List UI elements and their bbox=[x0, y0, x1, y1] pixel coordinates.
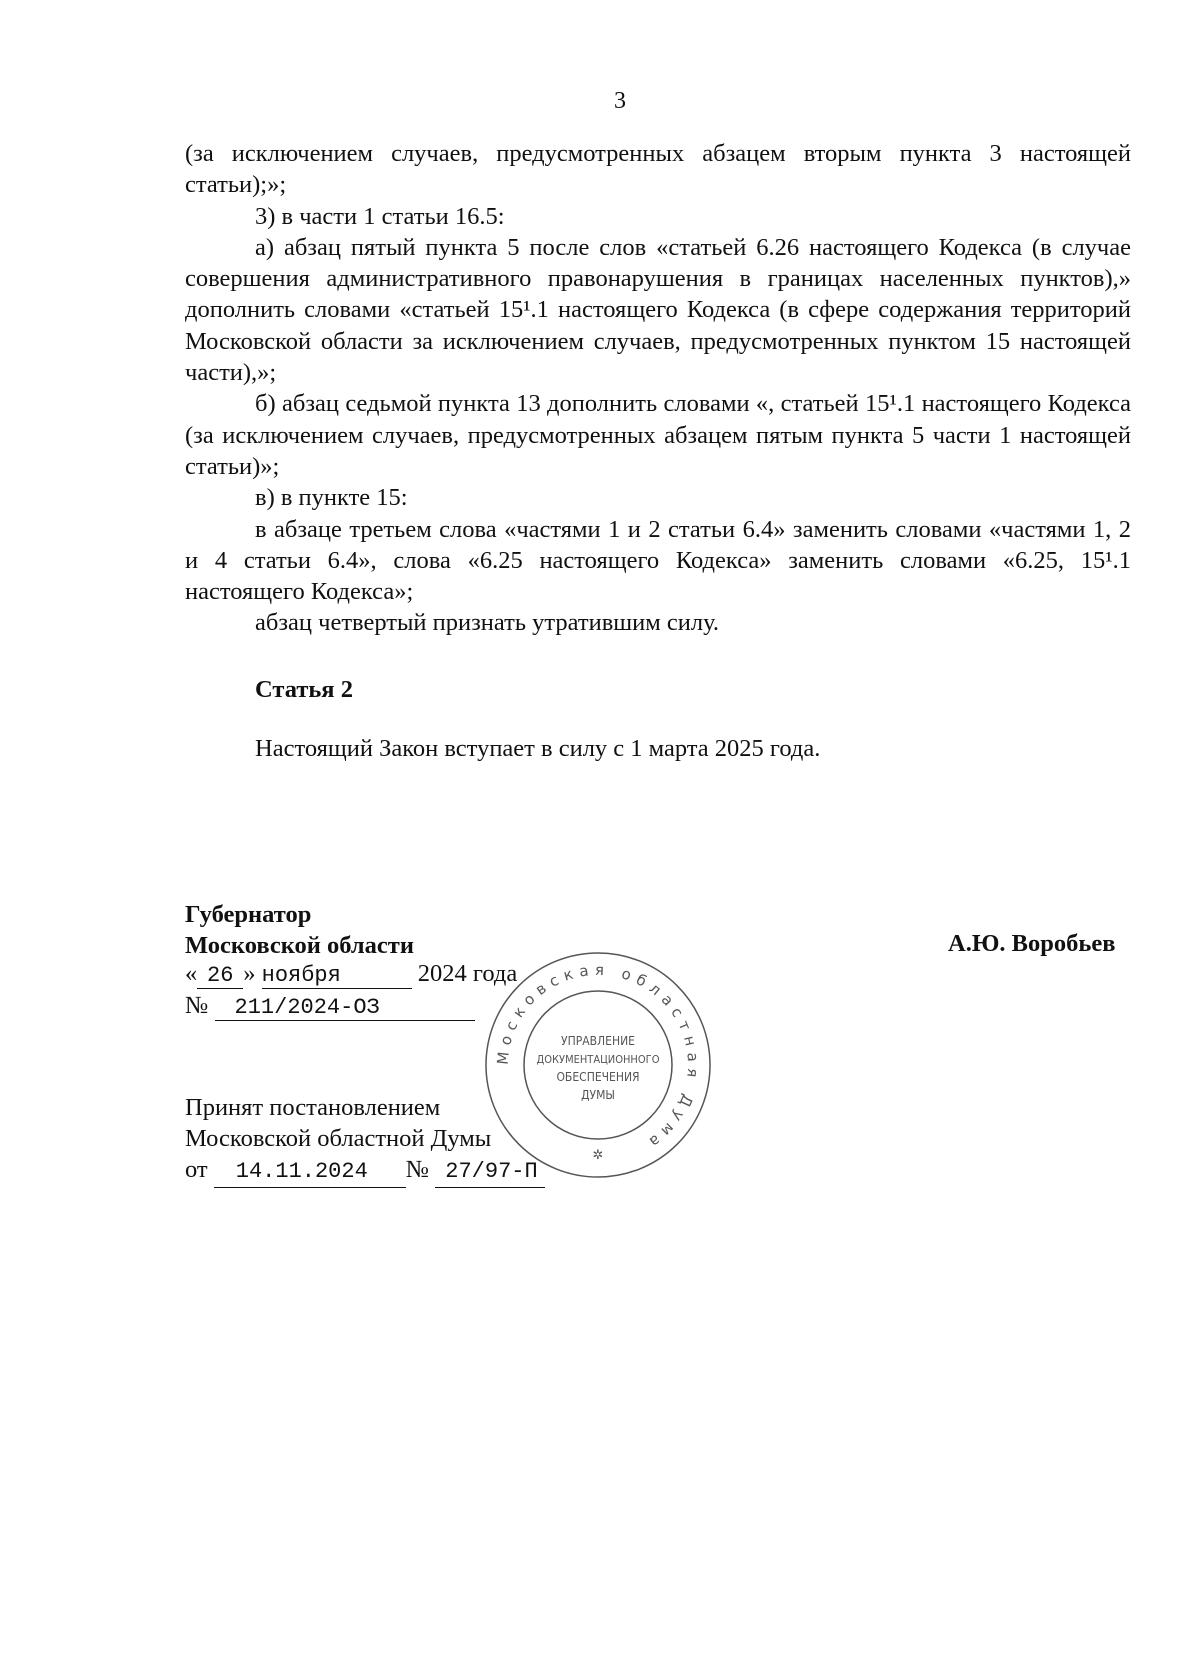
adopted-number-label: № bbox=[405, 1156, 430, 1183]
adopted-number: 27/97-П bbox=[435, 1156, 545, 1188]
adopted-from-label: от bbox=[185, 1156, 208, 1183]
signing-month: ноября bbox=[262, 963, 412, 989]
signing-year: 2024 года bbox=[417, 960, 518, 987]
article-2-text: Настоящий Закон вступает в силу с 1 марта 2025 года. bbox=[255, 735, 821, 762]
paragraph: абзац четвертый признать утратившим силу. bbox=[255, 609, 720, 637]
seal-center-line1: УПРАВЛЕНИЕ bbox=[561, 1034, 635, 1048]
seal-ring-text: Московская областная Дума bbox=[493, 960, 703, 1155]
paragraph: в абзаце третьем слова «частями 1 и 2 статьи 6.4» заменить словами «частями 1, 2 и 4 статьи 6.4», слова «6.25 настоящего Кодекса» заменить словами «6.25, 15¹.1 настоящего Кодекса»; bbox=[185, 515, 1131, 606]
official-seal bbox=[478, 945, 718, 1185]
paragraph: б) абзац седьмой пункта 13 дополнить словами «, статьей 15¹.1 настоящего Кодекса (за исключением случаев, предусмотренных абзацем пятым пункта 5 части 1 настоящей статьи)»; bbox=[185, 390, 1131, 480]
adopted-line1: Принят постановлением bbox=[185, 1094, 441, 1121]
adopted-date: 14.11.2024 bbox=[214, 1156, 406, 1188]
signing-day: 26 bbox=[197, 963, 243, 989]
adopted-line2: Московской областной Думы bbox=[185, 1125, 492, 1152]
page-number: 3 bbox=[614, 88, 626, 114]
paragraph: 3) в части 1 статьи 16.5: bbox=[255, 202, 505, 230]
quote-open: « bbox=[185, 960, 198, 987]
paragraph: а) абзац пятый пункта 5 после слов «статьей 6.26 настоящего Кодекса (в случае совершения административного правонарушения в границах населенных пунктов),» дополнить словами «статьей 15¹.1 настоящего Кодекса (в сфере содержания территорий Московской области за исключением случаев, предусмотренных пунктом 15 настоящей части),»; bbox=[185, 233, 1131, 387]
paragraph: в) в пункте 15: bbox=[255, 484, 408, 512]
amendment-text bbox=[185, 138, 1131, 639]
article-2-heading: Статья 2 bbox=[255, 676, 353, 703]
quote-close: » bbox=[243, 960, 256, 987]
signatory-title-line2: Московской области bbox=[185, 932, 414, 959]
law-number: 211/2024-ОЗ bbox=[215, 995, 475, 1021]
seal-center-line2: ДОКУМЕНТАЦИОННОГО bbox=[536, 1053, 660, 1066]
seal-center-line4: ДУМЫ bbox=[581, 1088, 615, 1102]
signatory-name: А.Ю. Воробьев bbox=[948, 930, 1116, 957]
law-number-label: № bbox=[185, 992, 209, 1019]
law-number-line bbox=[185, 992, 475, 1021]
signing-date bbox=[185, 960, 517, 989]
paragraph: (за исключением случаев, предусмотренных абзацем вторым пункта 3 настоящей статьи);»; bbox=[185, 140, 1131, 199]
seal-star-icon: ✲ bbox=[592, 1148, 604, 1163]
signatory-title bbox=[185, 899, 414, 961]
seal-center-line3: ОБЕСПЕЧЕНИЯ bbox=[556, 1070, 640, 1084]
signatory-title-line1: Губернатор bbox=[185, 901, 312, 928]
